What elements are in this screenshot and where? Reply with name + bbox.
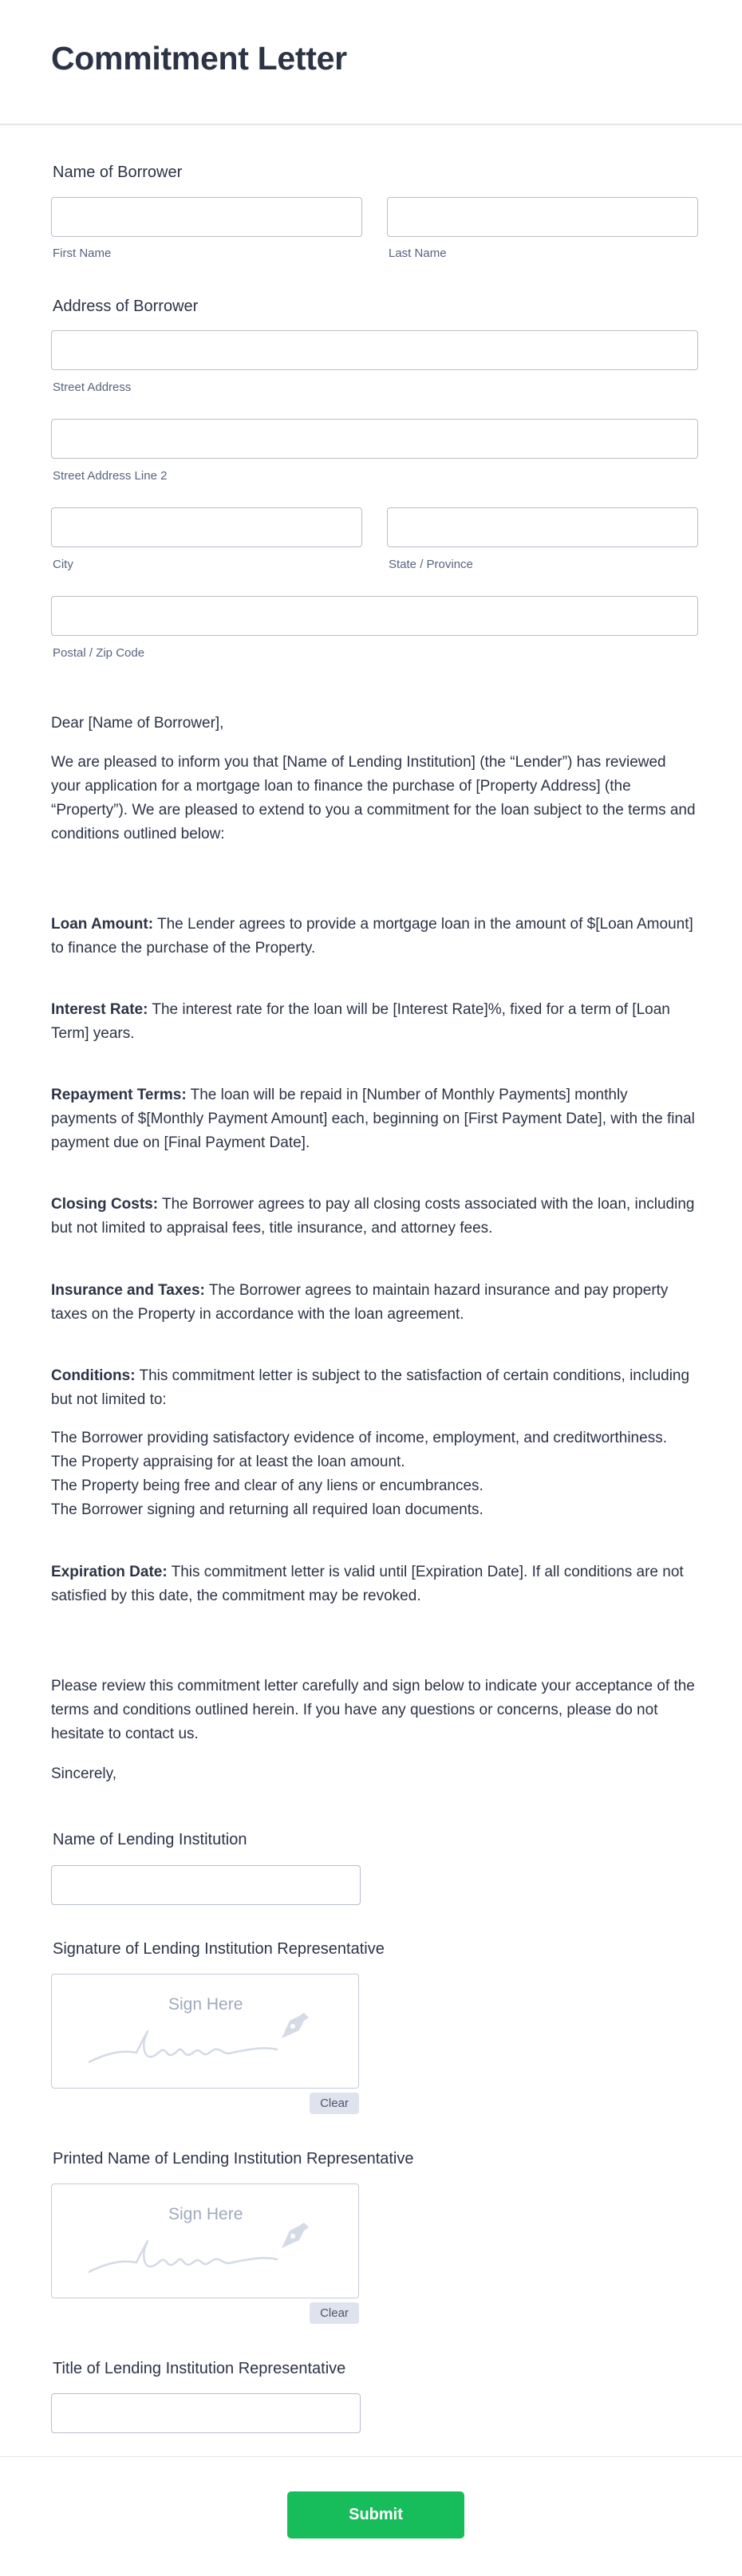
lending-institution-input[interactable] (51, 1865, 361, 1905)
city-sublabel: City (53, 558, 73, 571)
repayment-terms-text: The loan will be repaid in [Number of Monthly Payments] monthly payments of $[Monthly Payment Amount] each, beginning on [First Payment Date], with the final payment due on [Final Payment Date]. (51, 1087, 695, 1151)
insurance-taxes-title: Insurance and Taxes: (51, 1282, 205, 1299)
form-footer (0, 2456, 742, 2576)
street-address-input[interactable] (51, 330, 698, 370)
condition-item: The Borrower signing and returning all required loan documents. (51, 1501, 483, 1518)
submit-button[interactable]: Submit (287, 2491, 464, 2539)
lending-institution-label: Name of Lending Institution (53, 1831, 247, 1848)
postal-code-input[interactable] (51, 596, 698, 636)
printed-name-pad[interactable] (51, 2183, 359, 2298)
street-address-line2-input[interactable] (51, 419, 698, 459)
clear-signature-button[interactable]: Clear (310, 2093, 359, 2114)
signature-label: Signature of Lending Institution Representative (53, 1940, 385, 1958)
borrower-address-label: Address of Borrower (53, 298, 199, 315)
representative-title-label: Title of Lending Institution Representative (53, 2360, 346, 2377)
conditions-text: This commitment letter is subject to the satisfaction of certain conditions, including but not limited to: (51, 1367, 690, 1408)
clear-printed-name-button[interactable]: Clear (310, 2302, 359, 2324)
loan-amount-paragraph (51, 913, 697, 961)
sign-here-text: Sign Here (168, 1995, 243, 2014)
form-header (0, 0, 742, 125)
signature-scribble-icon (89, 2215, 328, 2278)
conditions-title: Conditions: (51, 1367, 136, 1384)
postal-code-sublabel: Postal / Zip Code (53, 646, 145, 660)
city-input[interactable] (51, 507, 362, 547)
condition-item: The Property appraising for at least the loan amount. (51, 1454, 405, 1470)
closing-paragraph: Please review this commitment letter carefully and sign below to indicate your acceptance of the terms and conditions outlined herein. If you have any questions or concerns, please do not hesitate to contact us. (51, 1678, 695, 1742)
signature-scribble-icon (89, 2005, 328, 2069)
repayment-terms-paragraph (51, 1083, 697, 1155)
interest-rate-title: Interest Rate: (51, 1001, 148, 1018)
expiration-date-title: Expiration Date: (51, 1564, 168, 1580)
representative-title-input[interactable] (51, 2393, 361, 2433)
letter-greeting: Dear [Name of Borrower], (51, 715, 224, 732)
last-name-input[interactable] (387, 197, 698, 237)
closing-costs-text: The Borrower agrees to pay all closing costs associated with the loan, including but not limited to appraisal fees, title insurance, and attorney fees. (51, 1196, 695, 1237)
closing-costs-title: Closing Costs: (51, 1196, 159, 1213)
first-name-input[interactable] (51, 197, 362, 237)
repayment-terms-title: Repayment Terms: (51, 1087, 187, 1103)
state-sublabel: State / Province (389, 558, 473, 571)
printed-name-label: Printed Name of Lending Institution Representative (53, 2150, 414, 2168)
street-address-line2-sublabel: Street Address Line 2 (53, 469, 168, 483)
closing-costs-paragraph (51, 1193, 697, 1241)
borrower-name-label: Name of Borrower (53, 164, 183, 181)
page-title: Commitment Letter (51, 40, 347, 77)
interest-rate-text: The interest rate for the loan will be [Interest Rate]%, fixed for a term of [Loan Term] years. (51, 1001, 670, 1042)
conditions-paragraph (51, 1364, 697, 1412)
insurance-taxes-text: The Borrower agrees to maintain hazard insurance and pay property taxes on the Property in accordance with the loan agreement. (51, 1282, 669, 1323)
loan-amount-title: Loan Amount: (51, 916, 154, 933)
condition-item: The Property being free and clear of any liens or encumbrances. (51, 1477, 483, 1494)
signoff-text: Sincerely, (51, 1765, 117, 1782)
letter-intro: We are pleased to inform you that [Name of Lending Institution] (the “Lender”) has reviewed your application for a mortgage loan to finance the purchase of [Property Address] (the “Property”). We are pleased to extend to you a commitment for the loan subject to the terms and conditions outlined below: (51, 754, 696, 842)
insurance-taxes-paragraph (51, 1279, 697, 1327)
expiration-date-text: This commitment letter is valid until [Expiration Date]. If all conditions are not satisfied by this date, the commitment may be revoked. (51, 1564, 684, 1604)
loan-amount-text: The Lender agrees to provide a mortgage loan in the amount of $[Loan Amount] to finance the purchase of the Property. (51, 916, 693, 957)
conditions-list (51, 1426, 697, 1522)
street-address-sublabel: Street Address (53, 381, 132, 394)
interest-rate-paragraph (51, 998, 697, 1046)
condition-item: The Borrower providing satisfactory evidence of income, employment, and creditworthiness. (51, 1430, 667, 1446)
signature-pad[interactable] (51, 1974, 359, 2089)
state-input[interactable] (387, 507, 698, 547)
last-name-sublabel: Last Name (389, 247, 447, 260)
sign-here-text: Sign Here (168, 2205, 243, 2223)
first-name-sublabel: First Name (53, 247, 112, 260)
expiration-date-paragraph (51, 1560, 697, 1608)
